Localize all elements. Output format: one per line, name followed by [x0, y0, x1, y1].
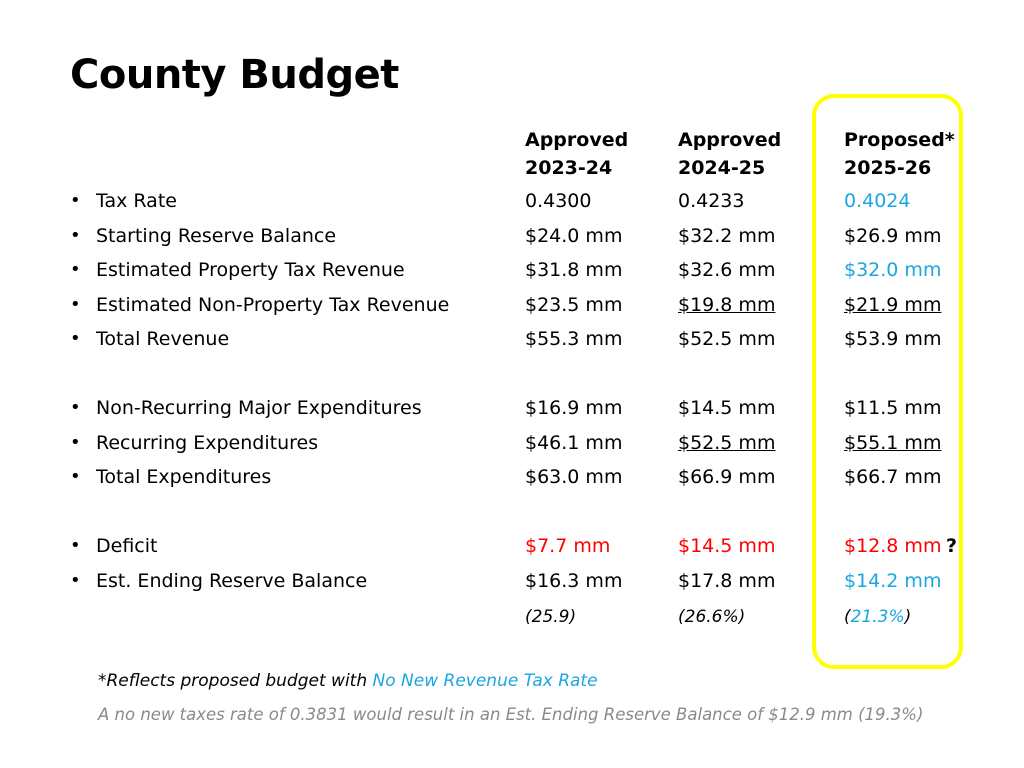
value-2025-26: $55.1 mm — [844, 432, 942, 454]
bullet-icon: • — [70, 535, 81, 556]
value-2023-24: 0.4300 — [525, 190, 592, 212]
reserve-pct-open-paren: ( — [844, 607, 851, 627]
value-2023-24: $31.8 mm — [525, 259, 623, 281]
value-2025-26: $53.9 mm — [844, 328, 942, 350]
value-2023-24: $46.1 mm — [525, 432, 623, 454]
page-title: County Budget — [70, 52, 399, 98]
reserve-pct-value: 21.3% — [850, 607, 905, 627]
reserve-pct-2023-24: (25.9) — [525, 607, 577, 627]
value-2025-26: 0.4024 — [844, 190, 911, 212]
column-header-year: 2025-26 — [844, 157, 932, 179]
column-header-2024-25 — [678, 126, 781, 182]
value-2024-25: $14.5 mm — [678, 397, 776, 419]
row-non-recurring-expenditures — [0, 393, 1024, 427]
row-label: Est. Ending Reserve Balance — [96, 570, 368, 592]
row-label: Total Revenue — [96, 328, 230, 350]
row-label: Starting Reserve Balance — [96, 225, 337, 247]
bullet-icon: • — [70, 432, 81, 453]
value-2024-25: $19.8 mm — [678, 294, 776, 316]
row-deficit — [0, 531, 1024, 565]
value-2024-25: $52.5 mm — [678, 432, 776, 454]
value-2024-25: $17.8 mm — [678, 570, 776, 592]
reserve-pct-2024-25: (26.6%) — [678, 607, 746, 627]
row-tax-rate — [0, 186, 1024, 220]
bullet-icon: • — [70, 294, 81, 315]
value-2025-26: $21.9 mm — [844, 294, 942, 316]
row-non-property-tax-revenue — [0, 290, 1024, 324]
value-2025-26: $14.2 mm — [844, 570, 942, 592]
value-2023-24: $16.3 mm — [525, 570, 623, 592]
bullet-icon: • — [70, 225, 81, 246]
value-2024-25: 0.4233 — [678, 190, 745, 212]
value-2023-24: $7.7 mm — [525, 535, 611, 557]
row-ending-reserve — [0, 566, 1024, 600]
value-2024-25: $66.9 mm — [678, 466, 776, 488]
row-label: Non-Recurring Major Expenditures — [96, 397, 422, 419]
value-2025-26: $66.7 mm — [844, 466, 942, 488]
row-total-revenue — [0, 324, 1024, 358]
footnote-highlight: No New Revenue Tax Rate — [372, 671, 598, 691]
bullet-icon: • — [70, 259, 81, 280]
row-label: Estimated Property Tax Revenue — [96, 259, 405, 281]
row-label: Estimated Non-Property Tax Revenue — [96, 294, 450, 316]
footnote-no-new-taxes: A no new taxes rate of 0.3831 would result in an Est. Ending Reserve Balance of $12.9 mm (19.3%) — [98, 705, 924, 724]
row-label: Recurring Expenditures — [96, 432, 319, 454]
value-2024-25: $32.6 mm — [678, 259, 776, 281]
deficit-question-mark: ? — [946, 535, 958, 557]
row-total-expenditures — [0, 462, 1024, 496]
column-header-status: Approved — [678, 129, 782, 151]
bullet-icon: • — [70, 328, 81, 349]
column-header-2023-24 — [525, 126, 628, 182]
column-header-status: Approved — [525, 129, 629, 151]
footnote-proposed — [98, 671, 598, 691]
bullet-icon: • — [70, 190, 81, 211]
value-2023-24: $24.0 mm — [525, 225, 623, 247]
value-2023-24: $63.0 mm — [525, 466, 623, 488]
reserve-pct-close-paren: ) — [904, 607, 912, 627]
column-header-year: 2023-24 — [525, 157, 613, 179]
value-2025-26: $26.9 mm — [844, 225, 942, 247]
row-label: Tax Rate — [96, 190, 177, 212]
footnote-prefix: *Reflects proposed budget with — [98, 671, 373, 691]
bullet-icon: • — [70, 570, 81, 591]
value-2024-25: $14.5 mm — [678, 535, 776, 557]
value-2023-24: $16.9 mm — [525, 397, 623, 419]
value-2023-24: $55.3 mm — [525, 328, 623, 350]
value-2023-24: $23.5 mm — [525, 294, 623, 316]
value-2025-26: $11.5 mm — [844, 397, 942, 419]
column-header-year: 2024-25 — [678, 157, 766, 179]
value-2025-26: $32.0 mm — [844, 259, 942, 281]
row-property-tax-revenue — [0, 255, 1024, 289]
bullet-icon: • — [70, 397, 81, 418]
column-header-2025-26 — [844, 126, 955, 182]
column-header-status: Proposed* — [844, 129, 955, 151]
reserve-pct-2025-26 — [844, 607, 911, 627]
row-label: Deficit — [96, 535, 158, 557]
value-2025-26: $12.8 mm — [844, 535, 942, 557]
value-2024-25: $52.5 mm — [678, 328, 776, 350]
bullet-icon: • — [70, 466, 81, 487]
row-label: Total Expenditures — [96, 466, 272, 488]
row-starting-reserve — [0, 221, 1024, 255]
row-recurring-expenditures — [0, 428, 1024, 462]
value-2024-25: $32.2 mm — [678, 225, 776, 247]
